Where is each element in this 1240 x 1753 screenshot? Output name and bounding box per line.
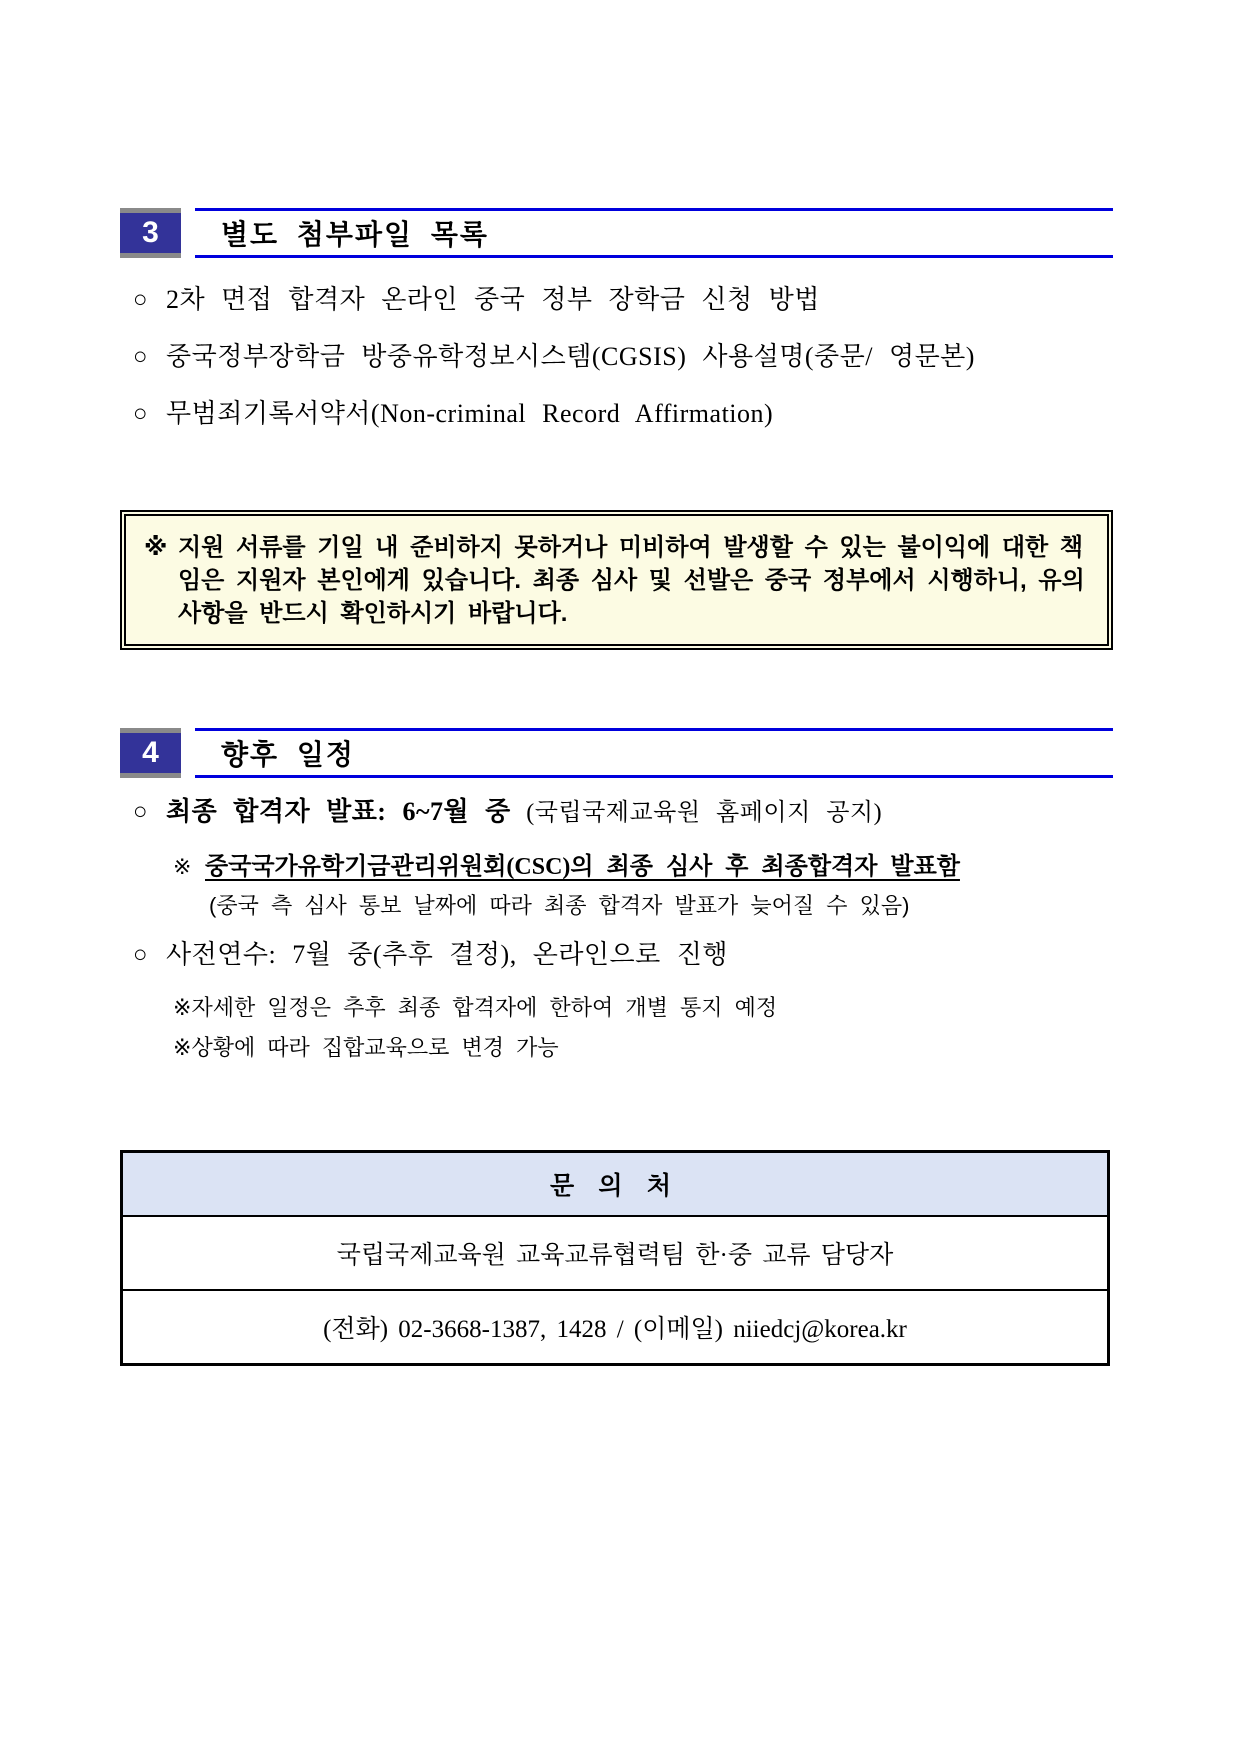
list-item — [120, 396, 1113, 432]
notice-box-inner — [124, 514, 1109, 646]
contact-table-header: 문 의 처 — [122, 1152, 1109, 1217]
reference-mark: ※ — [173, 1035, 192, 1060]
section3-number-badge: 3 — [120, 208, 181, 258]
attachment-item-text: 무범죄기록서약서(Non-criminal Record Affirmation) — [166, 399, 774, 428]
circle-bullet-marker: ○ — [133, 344, 148, 370]
schedule-item-pretraining — [120, 937, 1113, 973]
schedule-subnote-underlined-text: 중국국가유학기금관리위원회(CSC)의 최종 심사 후 최종합격자 발표함 — [205, 854, 960, 880]
circle-bullet-marker: ○ — [133, 799, 148, 825]
table-row — [122, 1290, 1109, 1365]
table-row — [122, 1216, 1109, 1290]
schedule-item-text — [166, 794, 882, 831]
attachment-list — [120, 282, 1113, 432]
reference-mark: ※ — [173, 854, 192, 879]
section4-number-badge: 4 — [120, 728, 181, 778]
circle-bullet-marker: ○ — [133, 942, 148, 968]
circle-bullet-marker: ○ — [133, 287, 148, 313]
list-item — [120, 282, 1113, 318]
notice-paragraph — [144, 531, 1089, 630]
section4-title: 향후 일정 — [195, 728, 1113, 778]
schedule-item-final-announcement — [120, 794, 1113, 831]
contact-team-cell: 국립국제교육원 교육교류협력팀 한·중 교류 담당자 — [122, 1216, 1109, 1290]
schedule-item-bold-text: 최종 합격자 발표: 6~7월 중 — [166, 797, 511, 826]
attachment-item-text: 2차 면접 합격자 온라인 중국 정부 장학금 신청 방법 — [166, 285, 820, 314]
circle-bullet-marker: ○ — [133, 401, 148, 427]
section-future-schedule — [120, 728, 1113, 1062]
schedule-subnote-offline-possible — [173, 1034, 1113, 1062]
section4-header — [120, 728, 1113, 778]
section3-title: 별도 첨부파일 목록 — [195, 208, 1113, 258]
contact-table — [120, 1150, 1110, 1366]
document-content — [120, 0, 1113, 1366]
notice-box — [120, 510, 1113, 650]
section-attachment-list — [120, 208, 1113, 432]
schedule-subnote-text: 자세한 일정은 추후 최종 합격자에 한하여 개별 통지 예정 — [191, 995, 778, 1020]
attachment-item-text: 중국정부장학금 방중유학정보시스템(CGSIS) 사용설명(중문/ 영문본) — [166, 342, 975, 371]
reference-mark: ※ — [173, 995, 192, 1020]
list-item — [120, 339, 1113, 375]
section3-header — [120, 208, 1113, 258]
schedule-item-text: 사전연수: 7월 중(추후 결정), 온라인으로 진행 — [166, 940, 729, 969]
notice-text: 지원 서류를 기일 내 준비하지 못하거나 미비하여 발생할 수 있는 불이익에 대한 책임은 지원자 본인에게 있습니다. 최종 심사 및 선발은 중국 정부에서 시행하니, 유의 사항을 반드시 확인하시기 바랍니다. — [178, 534, 1085, 627]
contact-table-header-row — [122, 1152, 1109, 1217]
contact-phone-email-cell: (전화) 02-3668-1387, 1428 / (이메일) niiedcj@korea.kr — [323, 1316, 907, 1343]
reference-mark: ※ — [144, 534, 168, 561]
schedule-item-normal-text: (국립국제교육원 홈페이지 공지) — [510, 800, 883, 826]
schedule-subnote-csc — [173, 852, 1113, 882]
schedule-subnote-text: 상황에 따라 집합교육으로 변경 가능 — [191, 1035, 559, 1060]
schedule-subnote-individual-notice — [173, 994, 1113, 1022]
schedule-subnote-delay: (중국 측 심사 통보 날짜에 따라 최종 합격자 발표가 늦어질 수 있음) — [209, 893, 910, 918]
